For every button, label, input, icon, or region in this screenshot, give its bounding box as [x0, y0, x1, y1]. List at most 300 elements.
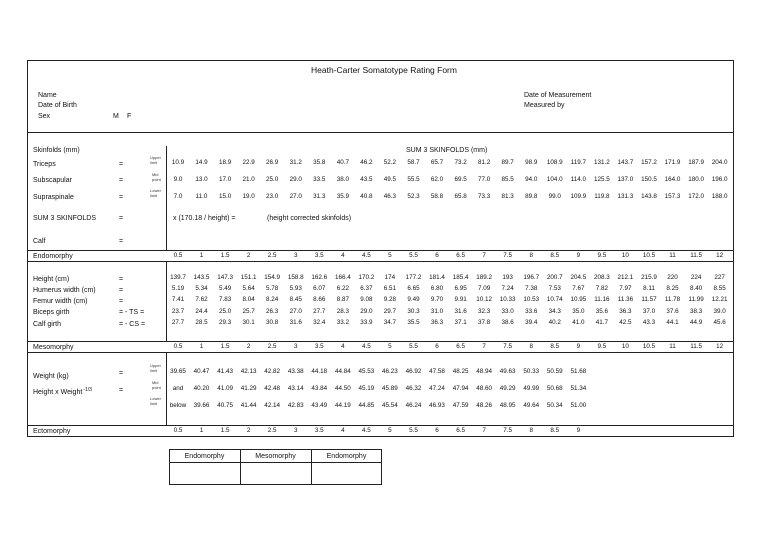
ectomorphy-cell: 5.5 [409, 427, 418, 434]
endomorphy-cell: 2.5 [267, 252, 277, 259]
femur-width-cell: 8.24 [266, 296, 279, 303]
subscapular-cell: 180.0 [688, 176, 704, 183]
calf-girth-cell: 28.5 [195, 319, 208, 326]
humerus-width-cell: 6.80 [430, 285, 444, 292]
biceps-girth-cell: 26.3 [266, 308, 279, 315]
calf-girth-cell: 43.3 [642, 319, 656, 326]
endomorphy-cell: 8.5 [550, 252, 560, 259]
weight-eq: = [119, 370, 124, 377]
ecto-lower-cell: 41.44 [240, 402, 257, 409]
biceps-girth-cell: 38.3 [689, 308, 703, 315]
calf-girth-cell: 40.2 [548, 319, 561, 326]
supraspinale-cell: 19.0 [242, 193, 255, 200]
sum-skinfolds-eq: = [119, 215, 124, 222]
biceps-girth-suffix: = - TS = [119, 309, 145, 316]
femur-width-cell: 10.33 [499, 296, 516, 303]
biceps-girth-cell: 30.3 [407, 308, 420, 315]
calf-girth-cell: 44.9 [689, 319, 703, 326]
triceps-cell: 40.7 [336, 159, 349, 166]
mesomorphy-cell: 1.5 [220, 343, 230, 350]
supraspinale-values [0, 192, 768, 202]
triceps-cell: 98.9 [525, 159, 538, 166]
triceps-cell: 22.9 [242, 159, 255, 166]
biceps-girth-cell: 31.6 [454, 308, 467, 315]
femur-width-values [0, 295, 768, 305]
height-cell: 147.3 [217, 274, 233, 281]
calf-girth-cell: 36.3 [430, 319, 444, 326]
supraspinale-cell: 31.3 [313, 193, 326, 200]
biceps-girth-cell: 25.7 [242, 308, 255, 315]
subscapular-cell: 62.0 [430, 176, 444, 183]
humerus-width-cell: 5.34 [195, 285, 208, 292]
femur-width-cell: 10.53 [523, 296, 540, 303]
form-frame [27, 60, 734, 437]
lower-limit-label: Lower limit [150, 188, 161, 198]
height-cell: 208.3 [594, 274, 610, 281]
ecto-mid-cell: 47.94 [452, 385, 469, 392]
triceps-cell: 157.2 [641, 159, 657, 166]
name-label: Name [38, 92, 57, 99]
ecto-upper-limit-label: Upper limit [150, 363, 161, 373]
supraspinale-cell: 11.0 [195, 193, 208, 200]
ecto-upper-cell: 46.23 [382, 368, 398, 375]
calf-girth-cell: 39.4 [525, 319, 538, 326]
supraspinale-cell: 73.3 [478, 193, 491, 200]
femur-width-cell: 9.08 [360, 296, 373, 303]
endomorphy-cell: 6.5 [456, 252, 465, 259]
subscapular-cell: 9.0 [173, 176, 183, 183]
endomorphy-cell: 9 [576, 252, 581, 259]
mesomorphy-cell: 2.5 [267, 343, 277, 350]
height-cell: 166.4 [334, 274, 351, 281]
triceps-cell: 65.7 [430, 159, 444, 166]
endomorphy-cell: 12 [716, 252, 724, 259]
mesomorphy-cell: 5.5 [409, 343, 418, 350]
biceps-girth-label: Biceps girth [33, 309, 70, 316]
endomorphy-cell: 9.5 [597, 252, 607, 259]
biceps-girth-cell: 34.3 [548, 308, 561, 315]
weight-label: Weight (kg) [33, 373, 69, 380]
subscapular-cell: 196.0 [711, 176, 728, 183]
ecto-upper-cell: 42.13 [240, 368, 257, 375]
summary-input-mesomorphy[interactable] [241, 463, 311, 484]
triceps-cell: 143.7 [617, 159, 634, 166]
femur-width-cell: 7.41 [171, 296, 185, 303]
supraspinale-eq: = [119, 194, 124, 201]
femur-width-label: Femur width (cm) [33, 298, 88, 305]
mesomorphy-cell: 10.5 [642, 343, 656, 350]
ecto-upper-cell: 40.47 [193, 368, 210, 375]
triceps-cell: 31.2 [289, 159, 302, 166]
ecto-mid-point-label: Mid point [152, 380, 161, 390]
supraspinale-cell: 58.8 [430, 193, 444, 200]
endomorphy-cell: 1 [199, 252, 204, 259]
calf-girth-cell: 42.5 [619, 319, 632, 326]
supraspinale-cell: 143.8 [641, 193, 657, 200]
ecto-upper-cell: 44.18 [311, 368, 328, 375]
dob-label: Date of Birth [38, 102, 77, 109]
measured-by-label: Measured by [524, 102, 565, 109]
ectomorphy-cell: 0.5 [173, 427, 183, 434]
biceps-girth-cell: 28.3 [336, 308, 349, 315]
ecto-mid-cell: 42.48 [264, 385, 281, 392]
femur-width-cell: 9.70 [430, 296, 444, 303]
endomorphy-label: Endomorphy [33, 253, 73, 260]
summary-header-third: Endomorphy [326, 453, 367, 460]
ecto-upper-cell: 51.68 [570, 368, 587, 375]
ecto-mid-cell: 49.29 [499, 385, 516, 392]
subscapular-cell: 77.0 [478, 176, 491, 183]
triceps-values [0, 155, 768, 168]
endomorphy-cell: 7.5 [503, 252, 513, 259]
endomorphy-cell: 11 [669, 252, 676, 259]
triceps-cell: 35.8 [313, 159, 326, 166]
calf-girth-cell: 33.2 [336, 319, 349, 326]
ecto-lower-cell: 42.14 [264, 402, 281, 409]
mesomorphy-cell: 1 [199, 343, 204, 350]
femur-width-cell: 10.12 [476, 296, 493, 303]
femur-width-cell: 7.62 [195, 296, 208, 303]
subscapular-cell: 38.0 [336, 176, 349, 183]
ectomorphy-cell: 1 [199, 427, 204, 434]
calf-girth-cell: 44.1 [666, 319, 679, 326]
ecto-upper-cell: 43.38 [287, 368, 304, 375]
ecto-lower-cell: 44.85 [358, 402, 375, 409]
triceps-cell: 131.2 [594, 159, 610, 166]
humerus-width-cell: 6.37 [360, 285, 373, 292]
ecto-upper-cell: 49.63 [499, 368, 516, 375]
ecto-lower-cell: 42.83 [287, 402, 304, 409]
ecto-mid-cell: 50.68 [546, 385, 563, 392]
sex-female-option[interactable]: F [127, 113, 132, 120]
subscapular-cell: 25.0 [266, 176, 279, 183]
mesomorphy-cell: 8 [529, 343, 533, 350]
ecto-upper-values [0, 367, 768, 377]
femur-width-cell: 8.66 [313, 296, 326, 303]
triceps-cell: 10.9 [171, 159, 185, 166]
endomorphy-cell: 10.5 [642, 252, 656, 259]
humerus-width-cell: 6.22 [336, 285, 349, 292]
mesomorphy-cell: 6 [435, 343, 439, 350]
calf-girth-cell: 41.7 [595, 319, 609, 326]
biceps-girth-cell: 35.6 [595, 308, 609, 315]
ecto-lower-cell: 51.00 [570, 402, 587, 409]
calf-label: Calf [33, 238, 46, 245]
biceps-girth-cell: 25.0 [218, 308, 232, 315]
endomorphy-cell: 5 [388, 252, 392, 259]
calf-girth-cell: 38.6 [501, 319, 514, 326]
skinfolds-header: Skinfolds (mm) [33, 147, 80, 154]
humerus-width-cell: 5.64 [242, 285, 255, 292]
subscapular-cell: 150.5 [641, 176, 657, 183]
femur-width-cell: 10.95 [570, 296, 587, 303]
supraspinale-cell: 7.0 [173, 193, 183, 200]
calf-girth-values [0, 318, 768, 328]
endomorphy-cell: 3 [293, 252, 298, 259]
endomorphy-cell: 2 [246, 252, 251, 259]
summary-header-mesomorphy: Mesomorphy [255, 453, 296, 460]
height-label: Height (cm) [33, 276, 70, 283]
calf-girth-cell: 37.1 [454, 319, 467, 326]
ecto-mid-cell: 49.99 [523, 385, 540, 392]
ecto-upper-cell: 42.82 [264, 368, 281, 375]
femur-width-cell: 11.78 [664, 296, 681, 303]
supraspinale-cell: 157.3 [664, 193, 681, 200]
height-cell: 204.5 [570, 274, 587, 281]
calf-girth-cell: 37.8 [478, 319, 491, 326]
humerus-width-suffix: = [119, 287, 124, 294]
ectomorphy-cell: 1.5 [220, 427, 230, 434]
supraspinale-cell: 109.9 [570, 193, 587, 200]
height-weight-label: Height x Weight$^{-1/3}$ [33, 387, 92, 396]
ectomorphy-cell: 7 [482, 427, 486, 434]
ecto-lower-cell: 46.24 [405, 402, 422, 409]
humerus-width-cell: 6.65 [407, 285, 420, 292]
ecto-mid-cell: 45.19 [358, 385, 375, 392]
triceps-cell: 14.9 [195, 159, 208, 166]
triceps-cell: 187.9 [688, 159, 704, 166]
humerus-width-cell: 7.97 [619, 285, 632, 292]
biceps-girth-cell: 31.0 [430, 308, 444, 315]
supraspinale-cell: 40.8 [360, 193, 373, 200]
femur-width-cell: 7.83 [218, 296, 232, 303]
femur-width-cell: 9.91 [454, 296, 467, 303]
height-cell: 200.7 [546, 274, 563, 281]
ecto-lower-limit-label: Lower limit [150, 396, 161, 406]
femur-width-cell: 11.16 [594, 296, 610, 303]
subscapular-eq: = [119, 177, 124, 184]
femur-width-cell: 8.45 [289, 296, 302, 303]
mesomorphy-cell: 11.5 [690, 343, 702, 350]
subscapular-cell: 85.5 [501, 176, 514, 183]
calf-girth-label: Calf girth [33, 321, 62, 328]
ectomorphy-cell: 2.5 [267, 427, 277, 434]
femur-width-cell: 8.87 [336, 296, 349, 303]
biceps-girth-values [0, 307, 768, 317]
supraspinale-cell: 89.8 [525, 193, 538, 200]
ectomorphy-cell: 3.5 [314, 427, 324, 434]
humerus-width-values [0, 284, 768, 294]
ecto-lower-cell: 49.64 [523, 402, 540, 409]
ecto-mid-cell: 47.24 [429, 385, 445, 392]
humerus-width-cell: 7.53 [548, 285, 561, 292]
triceps-cell: 18.9 [218, 159, 232, 166]
ecto-upper-cell: 50.33 [523, 368, 540, 375]
subscapular-label: Subscapular [33, 177, 72, 184]
femur-width-cell: 9.28 [383, 296, 397, 303]
height-cell: 151.1 [240, 274, 257, 281]
height-values [0, 273, 768, 283]
supraspinale-cell: 52.3 [407, 193, 420, 200]
height-cell: 162.6 [311, 274, 328, 281]
mesomorphy-cell: 3.5 [314, 343, 324, 350]
mesomorphy-cell: 5 [388, 343, 392, 350]
ecto-upper-cell: 48.94 [476, 368, 493, 375]
ecto-lower-cell: 39.66 [193, 402, 210, 409]
height-cell: 154.9 [264, 274, 281, 281]
endomorphy-rule-bottom [27, 261, 734, 262]
ecto-lower-cell: 45.54 [382, 402, 398, 409]
humerus-width-cell: 6.51 [383, 285, 397, 292]
height-cell: 139.7 [170, 274, 186, 281]
height-cell: 177.2 [405, 274, 422, 281]
endomorphy-cell: 5.5 [409, 252, 418, 259]
supraspinale-cell: 188.0 [711, 193, 728, 200]
ecto-lower-cell: 48.95 [499, 402, 516, 409]
ecto-upper-cell: 47.58 [429, 368, 445, 375]
mesomorphy-scale [0, 342, 768, 352]
endomorphy-cell: 4 [341, 252, 345, 259]
humerus-width-cell: 6.07 [313, 285, 326, 292]
humerus-width-label: Humerus width (cm) [33, 287, 96, 294]
sum-skinfolds-label: SUM 3 SKINFOLDS [33, 215, 97, 222]
height-cell: 193 [502, 274, 513, 281]
ecto-upper-cell: 41.43 [217, 368, 233, 375]
biceps-girth-cell: 33.0 [501, 308, 514, 315]
sex-male-option[interactable]: M [113, 113, 119, 120]
height-correction-note: (height corrected skinfolds) [267, 215, 352, 222]
calf-girth-cell: 29.3 [218, 319, 232, 326]
ecto-lower-cell: 46.93 [429, 402, 445, 409]
height-cell: 196.7 [523, 274, 540, 281]
subscapular-cell: 94.0 [525, 176, 538, 183]
mesomorphy-cell: 7 [482, 343, 486, 350]
height-cell: 224 [690, 274, 702, 281]
ecto-mid-cell: 40.20 [193, 385, 210, 392]
femur-width-cell: 9.49 [407, 296, 420, 303]
supraspinale-cell: 65.8 [454, 193, 467, 200]
ecto-upper-cell: 50.59 [546, 368, 563, 375]
subscapular-cell: 55.5 [407, 176, 420, 183]
ecto-lower-first: below [169, 402, 187, 409]
ectomorphy-label: Ectomorphy [33, 428, 71, 435]
mesomorphy-label: Mesomorphy [33, 344, 74, 351]
height-cell: 220 [667, 274, 678, 281]
ectomorphy-cell: 8.5 [550, 427, 560, 434]
femur-width-cell: 11.99 [688, 296, 704, 303]
ecto-mid-cell: 44.50 [334, 385, 351, 392]
triceps-cell: 81.2 [478, 159, 491, 166]
humerus-width-cell: 8.55 [713, 285, 726, 292]
biceps-girth-cell: 37.6 [666, 308, 679, 315]
endomorphy-cell: 3.5 [314, 252, 324, 259]
triceps-cell: 58.7 [407, 159, 420, 166]
calf-girth-cell: 27.7 [171, 319, 185, 326]
biceps-girth-cell: 32.3 [478, 308, 491, 315]
mesomorphy-cell: 3 [293, 343, 298, 350]
subscapular-values [0, 172, 768, 185]
biceps-girth-cell: 29.7 [383, 308, 397, 315]
height-cell: 215.9 [641, 274, 657, 281]
humerus-width-cell: 7.24 [501, 285, 514, 292]
triceps-cell: 46.2 [360, 159, 373, 166]
summary-input-third[interactable] [312, 463, 381, 484]
humerus-width-cell: 6.95 [454, 285, 467, 292]
mesomorphy-cell: 6.5 [456, 343, 465, 350]
mid-point-label: Mid point [152, 172, 161, 182]
ecto-mid-cell: 43.14 [287, 385, 304, 392]
height-weight-exponent: -1/3 [83, 387, 92, 393]
humerus-width-cell: 7.09 [478, 285, 491, 292]
supraspinale-cell: 99.0 [548, 193, 561, 200]
ecto-mid-cell: 48.60 [476, 385, 493, 392]
biceps-girth-cell: 27.0 [289, 308, 302, 315]
biceps-girth-cell: 35.0 [572, 308, 585, 315]
subscapular-cell: 13.0 [195, 176, 208, 183]
mesomorphy-cell: 0.5 [173, 343, 183, 350]
endomorphy-scale [0, 251, 768, 261]
ectomorphy-cell: 8 [529, 427, 533, 434]
triceps-cell: 89.7 [501, 159, 514, 166]
calf-girth-suffix: = - CS = [119, 321, 146, 328]
endomorphy-cell: 0.5 [173, 252, 183, 259]
ecto-lower-cell: 44.19 [334, 402, 351, 409]
supraspinale-label: Supraspinale [33, 194, 74, 201]
height-cell: 181.4 [429, 274, 445, 281]
subscapular-cell: 49.5 [383, 176, 397, 183]
supraspinale-cell: 131.3 [617, 193, 634, 200]
endomorphy-cell: 6 [435, 252, 439, 259]
supraspinale-cell: 23.0 [266, 193, 279, 200]
ectomorphy-cell: 7.5 [503, 427, 513, 434]
ecto-mid-values [0, 384, 768, 394]
ectomorphy-cell: 2 [246, 427, 251, 434]
ecto-mid-first: and [172, 385, 184, 392]
calf-eq: = [119, 238, 124, 245]
femur-width-cell: 11.57 [641, 296, 657, 303]
humerus-width-cell: 5.78 [266, 285, 279, 292]
endomorphy-cell: 4.5 [362, 252, 371, 259]
humerus-width-cell: 7.38 [525, 285, 538, 292]
sex-label: Sex [38, 113, 51, 120]
subscapular-cell: 21.0 [242, 176, 255, 183]
ecto-upper-cell: 48.25 [452, 368, 469, 375]
biceps-girth-cell: 37.0 [642, 308, 656, 315]
mesomorphy-cell: 2 [246, 343, 251, 350]
form-title: Heath-Carter Somatotype Rating Form [311, 65, 457, 75]
ectomorphy-cell: 6.5 [456, 427, 465, 434]
supraspinale-cell: 27.0 [289, 193, 302, 200]
triceps-cell: 73.2 [454, 159, 467, 166]
triceps-cell: 204.0 [711, 159, 728, 166]
height-cell: 212.1 [617, 274, 634, 281]
summary-input-endomorphy[interactable] [170, 463, 240, 484]
supraspinale-cell: 46.3 [383, 193, 397, 200]
calf-girth-cell: 33.9 [360, 319, 373, 326]
ectomorphy-cell: 4 [341, 427, 345, 434]
height-cell: 143.5 [193, 274, 210, 281]
supraspinale-cell: 15.0 [218, 193, 232, 200]
triceps-cell: 108.9 [546, 159, 563, 166]
triceps-cell: 26.9 [266, 159, 279, 166]
ecto-lower-cell: 43.49 [311, 402, 328, 409]
ecto-mid-cell: 41.29 [240, 385, 257, 392]
ecto-upper-cell: 46.92 [405, 368, 422, 375]
mesomorphy-cell: 10 [621, 343, 629, 350]
ectomorphy-cell: 9 [576, 427, 581, 434]
subscapular-cell: 17.0 [218, 176, 232, 183]
ecto-lower-cell: 48.26 [476, 402, 493, 409]
biceps-girth-cell: 29.0 [360, 308, 373, 315]
calf-girth-cell: 35.5 [407, 319, 420, 326]
humerus-width-cell: 8.40 [689, 285, 703, 292]
calf-girth-cell: 30.8 [266, 319, 279, 326]
humerus-width-cell: 5.93 [289, 285, 302, 292]
ecto-lower-values [0, 401, 768, 411]
height-cell: 185.4 [452, 274, 469, 281]
mesomorphy-cell: 4 [341, 343, 345, 350]
height-correction-formula: x (170.18 / height) = [173, 215, 236, 222]
